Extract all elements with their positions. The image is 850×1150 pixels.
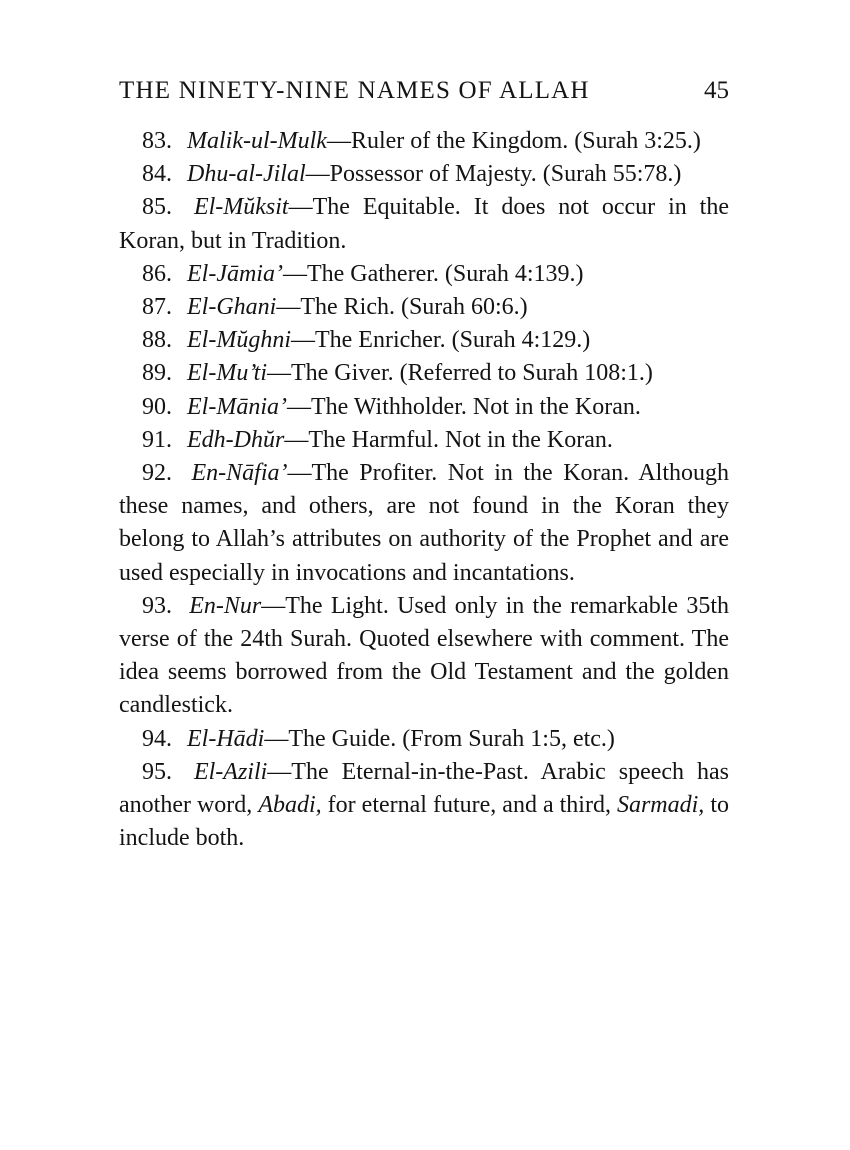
entry-name: Malik-ul-Mulk xyxy=(187,128,327,154)
entry-88 xyxy=(119,324,729,357)
entry-name: En-Nāfia’ xyxy=(191,460,288,487)
entry-name: El-Hādi xyxy=(187,725,265,752)
entry-name: El-Mānia’ xyxy=(187,393,287,420)
entry-name: El-Ghani xyxy=(187,294,277,321)
entry-text: —The Light. Used only in the remarkable 35th verse of the 24th Surah. Quoted elsewhere with comment. The idea seems borrowed from the Old Testament and the golden candlestick. xyxy=(119,592,729,719)
page-number: 45 xyxy=(704,77,729,104)
running-header xyxy=(119,76,729,106)
entry-92 xyxy=(119,457,729,590)
entry-name: Dhu-al-Jilal xyxy=(187,161,306,188)
entry-number: 92. xyxy=(142,460,172,487)
entry-89 xyxy=(119,357,729,390)
entry-text: —The Rich. (Surah 60:6.) xyxy=(276,294,528,321)
entry-text: —The Guide. (From Surah 1:5, etc.) xyxy=(264,725,615,752)
entry-text: —Possessor of Majesty. (Surah 55:78.) xyxy=(305,161,682,188)
entry-text-end: to include both. xyxy=(119,792,729,852)
entry-number: 90. xyxy=(142,393,172,420)
entry-number: 84. xyxy=(142,161,172,188)
entry-number: 88. xyxy=(142,327,172,354)
entry-name: El-Mŭksit xyxy=(193,194,289,221)
entry-83 xyxy=(119,125,729,158)
entry-name: Edh-Dhŭr xyxy=(187,426,285,453)
entry-number: 86. xyxy=(142,260,172,287)
entry-text: —The Gatherer. (Surah 4:139.) xyxy=(282,260,584,287)
entry-87 xyxy=(119,291,729,324)
entry-number: 93. xyxy=(142,592,172,619)
entry-84 xyxy=(119,158,729,191)
entry-text: —The Eternal-in-the-Past. Arabic speech has another word, xyxy=(119,758,729,819)
entry-name: El-Azili xyxy=(193,758,268,785)
entry-number: 83. xyxy=(142,128,172,154)
entry-85 xyxy=(119,191,729,257)
entry-name: En-Nur xyxy=(189,592,262,619)
entry-text: —The Giver. (Referred to Surah 108:1.) xyxy=(266,360,653,387)
entry-text: —The Enricher. (Surah 4:129.) xyxy=(290,327,591,354)
entry-93 xyxy=(119,590,729,723)
entry-number: 94. xyxy=(142,725,172,752)
entry-91 xyxy=(119,424,729,457)
entry-95 xyxy=(119,756,729,856)
entry-name: El-Mu’ti xyxy=(187,360,267,387)
term-abadi: Abadi, xyxy=(258,792,322,819)
entry-90 xyxy=(119,391,729,424)
entry-number: 89. xyxy=(142,360,172,387)
entry-name: El-Mŭghni xyxy=(187,327,291,354)
entry-text: —The Profiter. Not in the Koran. Although these names, and others, are not found in the Koran they belong to Allah’s attributes on authority of the Prophet and are used especially in invocations and incantations. xyxy=(119,460,729,586)
entry-text: —The Harmful. Not in the Koran. xyxy=(284,426,613,453)
entry-number: 87. xyxy=(142,294,172,321)
entry-94 xyxy=(119,723,729,756)
entry-86 xyxy=(119,258,729,291)
entry-text: —Ruler of the Kingdom. (Surah 3:25.) xyxy=(326,128,701,154)
entry-name: El-Jāmia’ xyxy=(187,260,283,287)
term-sarmadi: Sarmadi, xyxy=(616,792,705,819)
entry-number: 95. xyxy=(142,758,172,785)
book-page xyxy=(119,76,729,855)
entry-number: 91. xyxy=(142,426,172,453)
running-title: THE NINETY-NINE NAMES OF ALLAH xyxy=(119,77,590,104)
entry-number: 85. xyxy=(142,194,172,221)
entry-text-continued: for eternal future, and a third, xyxy=(327,792,611,819)
entry-text: —The Equitable. It does not occur in the Koran, but in Tradition. xyxy=(119,194,729,254)
entry-text: —The Withholder. Not in the Koran. xyxy=(286,393,641,420)
